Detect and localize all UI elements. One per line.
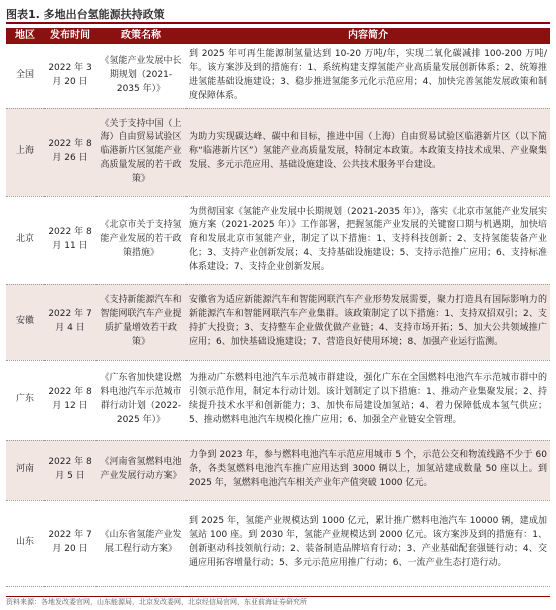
cell-policy: 《河南省氢燃料电池产业发展行动方案》	[96, 440, 186, 500]
cell-region: 安徽	[6, 284, 44, 360]
header-date: 发布时间	[44, 28, 96, 44]
cell-date: 2022 年 8 月 5 日	[44, 440, 96, 500]
cell-policy: 《关于支持中国（上海）自由贸易试验区临港新片区氢能产业高质量发展的若干政策》	[96, 108, 186, 196]
cell-date: 2022 年 7 月 4 日	[44, 284, 96, 360]
cell-content: 力争到 2023 年，参与燃料电池汽车示范应用城市 5 个，示范公交和物流线路不少于 60 条，各类氢燃料电池汽车推广应用达到 3000 辆以上，加氢站建成数量 50 座以上。到 2025 年，氢燃料电池汽车相关产业年产值突破 1000 亿元。	[186, 440, 550, 500]
cell-date: 2022 年 8 月 26 日	[44, 108, 96, 196]
cell-policy: 《北京市关于支持氢能产业发展的若干政策措施》	[96, 196, 186, 284]
source-note: 资料来源：各地发改委官网，山东能源局，北京发改委网，北京经信局官网，东亚前海证券研究所	[6, 596, 550, 608]
cell-region: 山东	[6, 500, 44, 586]
cell-policy: 《山东省氢能产业发展工程行动方案》	[96, 500, 186, 586]
cell-policy: 《支持新能源汽车和智能网联汽车产业提质扩量增效若干政策》	[96, 284, 186, 360]
table-row	[6, 500, 550, 586]
cell-date: 2022 年 8 月 11 日	[44, 196, 96, 284]
cell-date: 2022 年 8 月 12 日	[44, 360, 96, 440]
cell-policy: 《广东省加快建设燃料电池汽车示范城市群行动计划（2022-2025 年）》	[96, 360, 186, 440]
cell-content: 为贯彻国家《氢能产业发展中长期规划（2021-2035 年）》，落实《北京市氢能产业发展实施方案（2021-2025 年）》工作部署，把握氢能产业发展的关键窗口期与机遇期，加快培育和发展北京市氢能产业，制定了以下措施：1、支持科技创新；2、支持氢能装备产业化；3、支持产业创新发展；4、支持基础设施建设；5、支持示范推广应用；6、支持标准体系建设；7、支持企业创新发展。	[186, 196, 550, 284]
cell-date: 2022 年 7 月 20 日	[44, 500, 96, 586]
cell-region: 河南	[6, 440, 44, 500]
table-row	[6, 44, 550, 108]
figure-title: 图表1. 多地出台氢能源扶持政策	[6, 6, 550, 24]
table-header-row	[6, 28, 550, 44]
table-row	[6, 284, 550, 360]
table-row	[6, 196, 550, 284]
table-row	[6, 360, 550, 440]
cell-content: 为推动广东燃料电池汽车示范城市群建设，强化广东在全国燃料电池汽车示范城市群中的引领示范作用，制定本行动计划。该计划制定了以下措施：1、推动产业集聚发展；2、持续提升技术水平和创新能力；3、加快布局建设加氢站；4、着力保障低成本氢气供应；5、推动燃料电池汽车规模化推广应用；6、加强全产业链安全管理。	[186, 360, 550, 440]
cell-region: 全国	[6, 44, 44, 108]
policy-table	[6, 28, 550, 587]
cell-region: 上海	[6, 108, 44, 196]
cell-content: 安徽省为适应新能源汽车和智能网联汽车产业形势发展需要，聚力打造具有国际影响力的新能源汽车和智能网联汽车产业集群。该政策制定了以下措施：1、支持双招双引；2、支持扩大投资；3、支持整车企业做优做产业链；4、支持市场开拓；5、加大公共领域推广应用；6、加快基础设施建设；7、营造良好使用环境；8、加强产业运行监测。	[186, 284, 550, 360]
header-region: 地区	[6, 28, 44, 44]
cell-content: 到 2025 年可再生能源制氢量达到 10-20 万吨/年，实现二氧化碳减排 100-200 万吨/年。该方案涉及到的措施有：1、系统构建支撑氢能产业高质量发展创新体系；2、统筹推进氢能基础设施建设；3、稳步推进氢能多元化示范应用；4、加快完善氢能发展政策和制度保障体系。	[186, 44, 550, 108]
cell-policy: 《氢能产业发展中长期规划（2021-2035 年）》	[96, 44, 186, 108]
header-content: 内容简介	[186, 28, 550, 44]
cell-region: 广东	[6, 360, 44, 440]
cell-content: 为助力实现碳达峰、碳中和目标，推进中国（上海）自由贸易试验区临港新片区（以下简称“临港新片区”）氢能产业高质量发展，特制定本政策。本政策支持技术成果、产业聚集发展、多元示范应用、基础设施建设、公共技术服务平台建设。	[186, 108, 550, 196]
cell-date: 2022 年 3 月 20 日	[44, 44, 96, 108]
cell-region: 北京	[6, 196, 44, 284]
cell-content: 到 2025 年，氢能产业规模达到 1000 亿元，累计推广燃料电池汽车 10000 辆，建成加氢站 100 座。到 2030 年，氢能产业规模达到 2000 亿元。该方案涉及到的措施有：1、创新驱动科技领航行动；2、装备制造品牌培育行动；3、产业基础配套强链行动；4、交通应用拓容增量行动；5、多元示范应用推广行动；6、一流产业生态打造行动。	[186, 500, 550, 586]
table-row	[6, 108, 550, 196]
table-row	[6, 440, 550, 500]
header-policy: 政策名称	[96, 28, 186, 44]
